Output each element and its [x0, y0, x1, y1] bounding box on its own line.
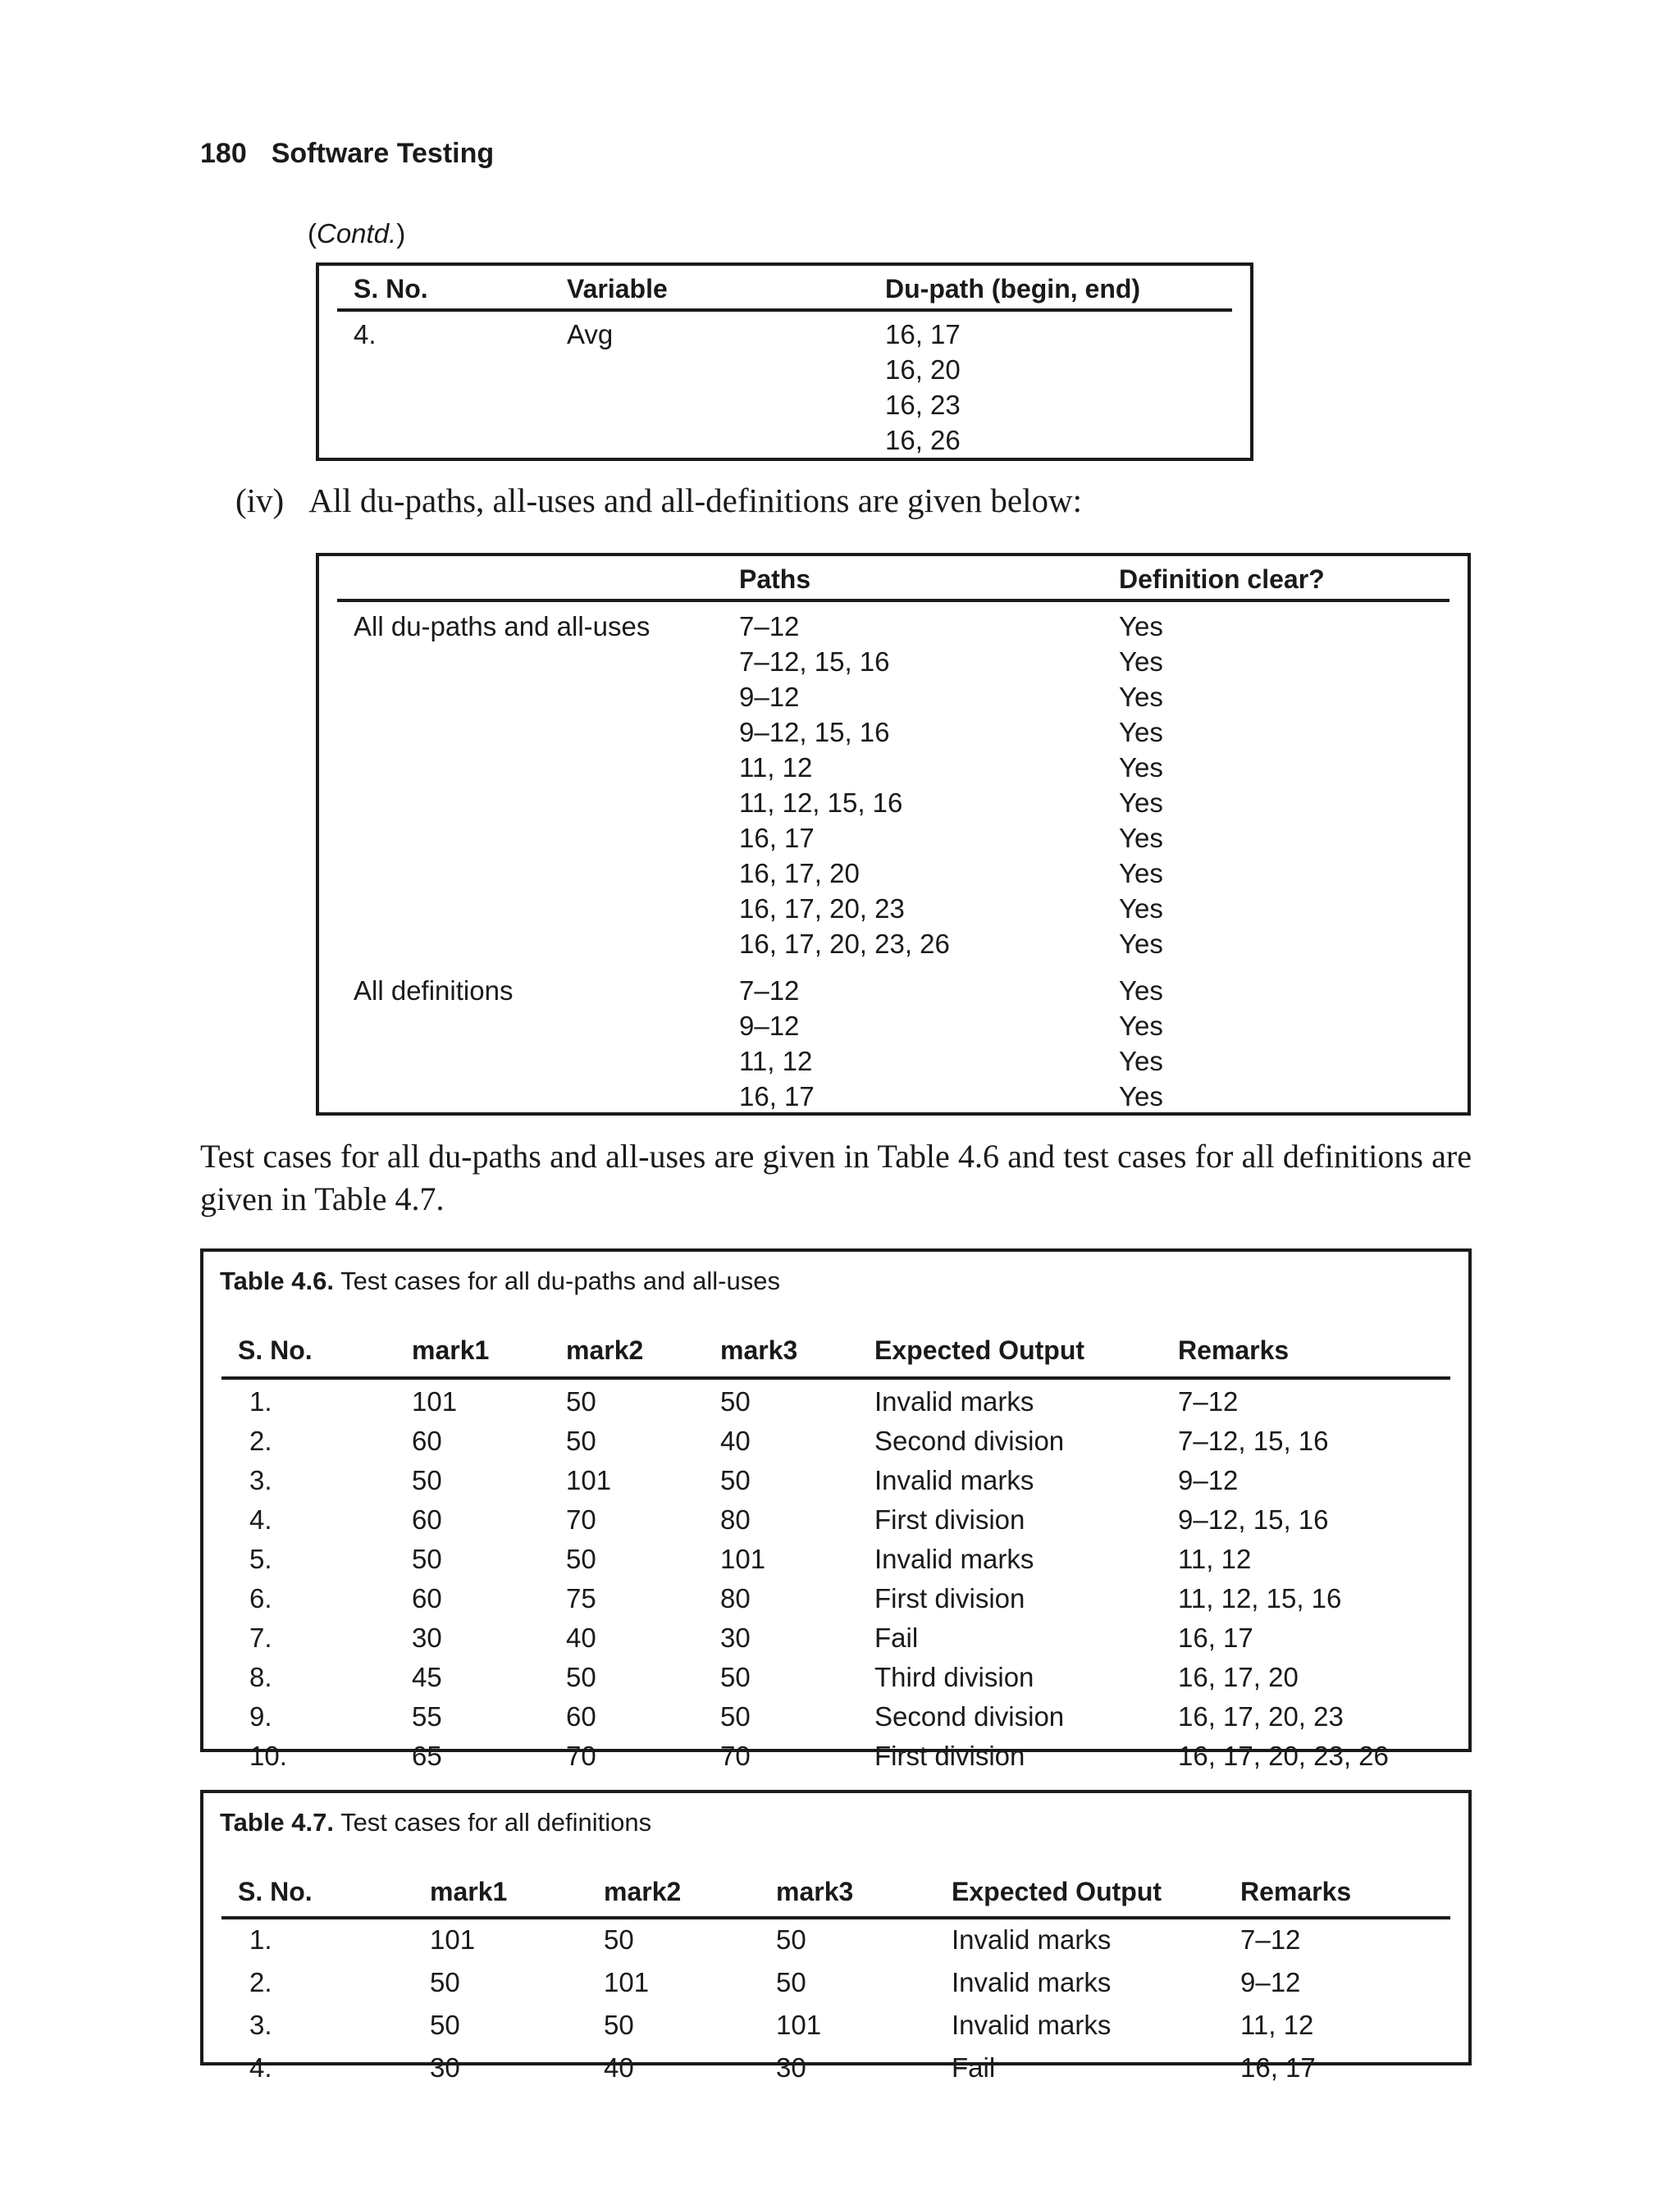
table-row [221, 1465, 1450, 1504]
page-number: 180 [200, 138, 247, 169]
section-iv-number: (iv) [235, 482, 285, 519]
path-item: 11, 12, 15, 16 [739, 787, 903, 818]
clear-item: Yes [1119, 1011, 1163, 1041]
section-iv-heading [235, 481, 1082, 520]
path-item: 16, 17, 20, 23 [739, 893, 905, 924]
cell-sno: 6. [249, 1583, 272, 1613]
table-4-7-grid [221, 1852, 1450, 2083]
book-title: Software Testing [271, 138, 495, 169]
path-item: 7–12 [739, 975, 800, 1006]
cell-mark1: 50 [430, 1967, 460, 1997]
table-4-6 [200, 1248, 1472, 1771]
cell-expected-output: First division [874, 1741, 1025, 1771]
group1-paths-list [739, 609, 950, 961]
cell-sno: 7. [249, 1623, 272, 1653]
paths-header-rule [337, 599, 1449, 602]
cell-remarks: 11, 12, 15, 16 [1178, 1583, 1342, 1613]
clear-item: Yes [1119, 929, 1163, 959]
table-row [221, 1386, 1450, 1426]
clear-item: Yes [1119, 646, 1163, 677]
t47-header-mark2: mark2 [604, 1877, 682, 1906]
cell-expected-output: Invalid marks [874, 1465, 1034, 1495]
cell-sno: 3. [249, 1465, 272, 1495]
table-4-7-caption [220, 1808, 651, 1837]
path-item: 9–12 [739, 682, 800, 712]
contd-label: (Contd.) [308, 218, 406, 249]
group1-clear-list [1119, 609, 1163, 961]
cell-expected-output: Fail [952, 2052, 996, 2083]
table-row [221, 1967, 1450, 2010]
dupath-header-sno: S. No. [354, 274, 428, 304]
t47-header-mark1: mark1 [430, 1877, 508, 1906]
cell-mark1: 101 [430, 1924, 476, 1955]
cell-remarks: 16, 17 [1240, 2052, 1316, 2083]
t46-header-mark3: mark3 [720, 1335, 798, 1365]
dupath-path: 16, 17 [885, 319, 961, 349]
dupath-path: 16, 23 [885, 390, 961, 420]
cell-sno: 4. [249, 2052, 272, 2083]
group-label-all-definitions: All definitions [354, 975, 514, 1006]
cell-mark2: 101 [604, 1967, 650, 1997]
cell-mark3: 80 [720, 1583, 751, 1613]
clear-item: Yes [1119, 975, 1163, 1006]
contd-text: Contd. [317, 218, 397, 249]
cell-remarks: 7–12 [1178, 1386, 1239, 1417]
cell-expected-output: Second division [874, 1426, 1065, 1456]
table-row [221, 1426, 1450, 1465]
cell-mark2: 50 [566, 1662, 596, 1692]
table-row [221, 2052, 1450, 2095]
cell-mark2: 50 [566, 1544, 596, 1574]
body-paragraph: Test cases for all du-paths and all-uses are given in Table 4.6 and test cases for all definitions are given in Table 4.7. [200, 1138, 1472, 1217]
group-label-du-paths: All du-paths and all-uses [354, 611, 651, 641]
cell-sno: 2. [249, 1426, 272, 1456]
cell-mark2: 60 [566, 1701, 596, 1732]
cell-mark2: 50 [566, 1386, 596, 1417]
clear-item: Yes [1119, 893, 1163, 924]
cell-mark3: 80 [720, 1504, 751, 1535]
t47-header-sno: S. No. [238, 1877, 313, 1906]
t47-header-mark3: mark3 [776, 1877, 854, 1906]
dupath-header-path: Du-path (begin, end) [885, 274, 1141, 304]
t46-header-mark2: mark2 [566, 1335, 644, 1365]
cell-expected-output: Second division [874, 1701, 1065, 1732]
cell-mark2: 70 [566, 1741, 596, 1771]
path-item: 7–12, 15, 16 [739, 646, 890, 677]
cell-mark1: 55 [412, 1701, 442, 1732]
cell-sno: 3. [249, 2010, 272, 2040]
clear-item: Yes [1119, 823, 1163, 853]
cell-mark2: 75 [566, 1583, 596, 1613]
paths-header-clear: Definition clear? [1119, 564, 1325, 594]
path-item: 16, 17, 20 [739, 858, 860, 888]
cell-remarks: 11, 12 [1240, 2010, 1314, 2040]
cell-mark1: 60 [412, 1583, 442, 1613]
table-4-6-title: Test cases for all du-paths and all-uses [340, 1267, 780, 1295]
path-item: 11, 12 [739, 752, 813, 783]
dupath-table [316, 262, 1253, 461]
table-row [221, 1662, 1450, 1701]
cell-mark2: 70 [566, 1504, 596, 1535]
cell-expected-output: Invalid marks [952, 1967, 1112, 1997]
cell-mark1: 45 [412, 1662, 442, 1692]
path-item: 9–12 [739, 1011, 800, 1041]
clear-item: Yes [1119, 717, 1163, 747]
cell-mark3: 50 [720, 1701, 751, 1732]
cell-expected-output: First division [874, 1504, 1025, 1535]
clear-item: Yes [1119, 787, 1163, 818]
dupath-variable: Avg [567, 319, 614, 349]
cell-remarks: 7–12 [1240, 1924, 1301, 1955]
cell-mark3: 30 [720, 1623, 751, 1653]
clear-item: Yes [1119, 752, 1163, 783]
cell-sno: 4. [249, 1504, 272, 1535]
table-4-7 [200, 1790, 1472, 2083]
cell-mark3: 30 [776, 2052, 806, 2083]
cell-mark3: 50 [776, 1924, 806, 1955]
cell-remarks: 7–12, 15, 16 [1178, 1426, 1329, 1456]
cell-remarks: 16, 17 [1178, 1623, 1253, 1653]
path-item: 16, 17 [739, 1081, 815, 1111]
section-iv-text: All du-paths, all-uses and all-definitions are given below: [308, 482, 1082, 519]
cell-expected-output: Third division [874, 1662, 1034, 1692]
cell-mark2: 50 [604, 2010, 634, 2040]
t46-header-mark1: mark1 [412, 1335, 490, 1365]
cell-mark3: 50 [720, 1465, 751, 1495]
cell-expected-output: Invalid marks [874, 1544, 1034, 1574]
cell-mark3: 50 [720, 1386, 751, 1417]
cell-mark2: 40 [604, 2052, 634, 2083]
cell-mark1: 50 [430, 2010, 460, 2040]
dupath-path-list [885, 317, 961, 458]
table-row [221, 1924, 1450, 1967]
path-item: 16, 17, 20, 23, 26 [739, 929, 950, 959]
table-row [221, 1544, 1450, 1583]
dupath-sno: 4. [354, 319, 377, 349]
cell-mark3: 50 [720, 1662, 751, 1692]
cell-mark1: 50 [412, 1465, 442, 1495]
table-row [221, 2010, 1450, 2052]
cell-mark3: 101 [776, 2010, 822, 2040]
cell-mark1: 50 [412, 1544, 442, 1574]
dupath-header-variable: Variable [567, 274, 668, 304]
table-4-7-title: Test cases for all definitions [340, 1808, 652, 1837]
cell-remarks: 9–12 [1178, 1465, 1239, 1495]
path-item: 11, 12 [739, 1046, 813, 1076]
cell-expected-output: First division [874, 1583, 1025, 1613]
cell-sno: 10. [249, 1741, 287, 1771]
paths-table [316, 553, 1471, 1116]
cell-mark2: 101 [566, 1465, 612, 1495]
cell-mark1: 30 [430, 2052, 460, 2083]
t47-header-rule [221, 1916, 1450, 1919]
cell-remarks: 9–12, 15, 16 [1178, 1504, 1329, 1535]
table-row [221, 1701, 1450, 1741]
table-row [221, 1504, 1450, 1544]
t47-header-expected-output: Expected Output [952, 1877, 1162, 1906]
t46-header-remarks: Remarks [1178, 1335, 1290, 1365]
cell-remarks: 11, 12 [1178, 1544, 1252, 1574]
cell-sno: 1. [249, 1386, 272, 1417]
path-item: 16, 17 [739, 823, 815, 853]
cell-mark3: 70 [720, 1741, 751, 1771]
cell-mark3: 40 [720, 1426, 751, 1456]
path-item: 9–12, 15, 16 [739, 717, 890, 747]
paths-header-paths: Paths [739, 564, 811, 594]
cell-expected-output: Invalid marks [874, 1386, 1034, 1417]
cell-mark1: 60 [412, 1426, 442, 1456]
t47-header-remarks: Remarks [1240, 1877, 1352, 1906]
cell-sno: 2. [249, 1967, 272, 1997]
cell-expected-output: Invalid marks [952, 2010, 1112, 2040]
dupath-header-rule [337, 308, 1232, 312]
table-4-6-label: Table 4.6. [220, 1267, 334, 1295]
cell-expected-output: Fail [874, 1623, 919, 1653]
clear-item: Yes [1119, 858, 1163, 888]
dupath-path: 16, 20 [885, 354, 961, 385]
cell-expected-output: Invalid marks [952, 1924, 1112, 1955]
cell-remarks: 16, 17, 20 [1178, 1662, 1299, 1692]
cell-mark1: 65 [412, 1741, 442, 1771]
cell-mark2: 40 [566, 1623, 596, 1653]
cell-sno: 1. [249, 1924, 272, 1955]
clear-item: Yes [1119, 1046, 1163, 1076]
table-row [221, 1583, 1450, 1623]
cell-sno: 8. [249, 1662, 272, 1692]
cell-remarks: 16, 17, 20, 23, 26 [1178, 1741, 1389, 1771]
table-4-7-label: Table 4.7. [220, 1808, 334, 1837]
cell-remarks: 9–12 [1240, 1967, 1301, 1997]
table-4-6-caption [220, 1267, 780, 1296]
group2-paths-list [739, 973, 815, 1114]
cell-remarks: 16, 17, 20, 23 [1178, 1701, 1344, 1732]
clear-item: Yes [1119, 1081, 1163, 1111]
table-row [221, 1623, 1450, 1662]
cell-sno: 5. [249, 1544, 272, 1574]
path-item: 7–12 [739, 611, 800, 641]
t46-header-expected-output: Expected Output [874, 1335, 1085, 1365]
dupath-path: 16, 26 [885, 425, 961, 455]
clear-item: Yes [1119, 611, 1163, 641]
cell-mark1: 101 [412, 1386, 458, 1417]
running-head [200, 138, 494, 170]
cell-mark3: 101 [720, 1544, 766, 1574]
cell-mark1: 60 [412, 1504, 442, 1535]
table-row [221, 1741, 1450, 1780]
cell-sno: 9. [249, 1701, 272, 1732]
cell-mark1: 30 [412, 1623, 442, 1653]
t46-header-sno: S. No. [238, 1335, 313, 1365]
cell-mark2: 50 [566, 1426, 596, 1456]
cell-mark2: 50 [604, 1924, 634, 1955]
t46-header-rule [221, 1376, 1450, 1380]
clear-item: Yes [1119, 682, 1163, 712]
cell-mark3: 50 [776, 1967, 806, 1997]
table-4-6-grid [221, 1311, 1450, 1771]
group2-clear-list [1119, 973, 1163, 1114]
